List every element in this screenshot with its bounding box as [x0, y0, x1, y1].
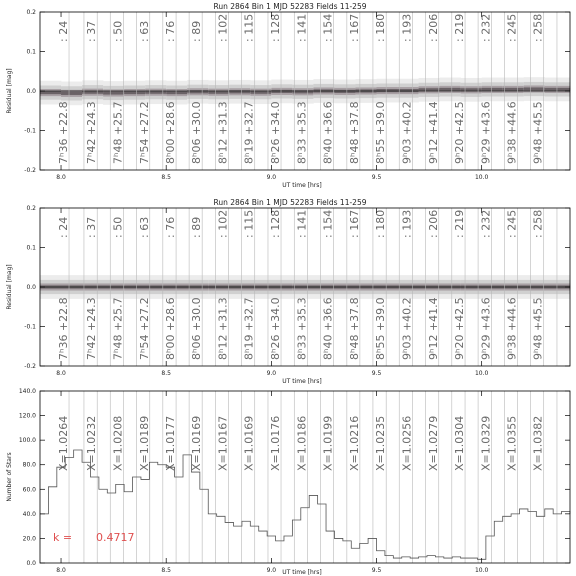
k-value: 0.4717 — [96, 531, 135, 544]
y-axis-label: Residual [mag] — [6, 264, 13, 310]
time-airmass-label: 8ʰ48 +37.8 — [347, 101, 361, 164]
airmass-label: X=1.0382 — [531, 415, 545, 471]
time-airmass-label: 8ʰ33 +35.3 — [295, 297, 309, 360]
time-airmass-label: 7ʰ42 +24.3 — [85, 101, 99, 164]
x-tick-label: 10.0 — [474, 174, 489, 181]
airmass-label: X=1.0177 — [164, 415, 178, 471]
time-airmass-label: 9ʰ48 +45.5 — [531, 297, 545, 360]
field-number-labels — [57, 210, 545, 238]
field-number-label: : 154 — [321, 209, 335, 238]
time-airmass-label: 9ʰ03 +40.2 — [400, 101, 414, 164]
airmass-label: X=1.0189 — [137, 415, 151, 471]
airmass-label: X=1.0167 — [216, 415, 230, 471]
field-number-label: : 167 — [347, 209, 361, 238]
residual-panel-middle — [6, 198, 570, 385]
field-number-label: : 76 — [164, 216, 178, 238]
field-number-label: : 50 — [111, 20, 125, 42]
residual-cell — [545, 88, 571, 91]
field-number-label: : 219 — [453, 13, 467, 42]
field-number-label: : 89 — [190, 216, 204, 238]
field-number-label: : 89 — [190, 20, 204, 42]
residual-cell — [103, 91, 124, 94]
y-tick-label: -0.2 — [24, 167, 36, 174]
field-number-label: : 167 — [347, 13, 361, 42]
time-airmass-label: 7ʰ54 +27.2 — [137, 101, 151, 164]
residual-band — [40, 275, 570, 299]
field-number-label: : 206 — [426, 209, 440, 238]
y-tick-label: 140.0 — [18, 388, 36, 395]
k-annotation: k = — [53, 531, 73, 544]
x-tick-label: 8.0 — [56, 370, 66, 377]
field-number-label: : 245 — [505, 209, 519, 238]
airmass-label: X=1.0232 — [85, 415, 99, 471]
airmass-label: X=1.0264 — [57, 415, 71, 471]
residual-cell — [40, 91, 61, 94]
x-tick-label: 8.5 — [161, 174, 171, 181]
x-tick-label: 10.0 — [474, 370, 489, 377]
field-number-label: : 76 — [164, 20, 178, 42]
time-airmass-label: 8ʰ26 +34.0 — [269, 101, 283, 164]
time-airmass-label: 9ʰ48 +45.5 — [531, 101, 545, 164]
field-number-label: : 115 — [242, 13, 256, 42]
airmass-label: X=1.0256 — [400, 415, 414, 471]
time-airmass-label: 8ʰ40 +36.6 — [321, 101, 335, 164]
y-tick-label: 0.2 — [26, 205, 36, 212]
star-count-panel — [6, 388, 570, 576]
x-axis-label: UT time [hrs] — [282, 569, 322, 576]
time-airmass-label: 9ʰ03 +40.2 — [400, 297, 414, 360]
field-number-label: : 232 — [479, 13, 493, 42]
x-axis-label: UT time [hrs] — [282, 182, 322, 189]
x-tick-label: 9.5 — [371, 567, 382, 574]
field-number-label: : 245 — [505, 13, 519, 42]
field-number-label: : 206 — [426, 13, 440, 42]
y-axis-label: Residual [mag] — [6, 68, 13, 114]
x-tick-label: 8.5 — [161, 567, 171, 574]
y-tick-label: 80.0 — [22, 461, 36, 469]
y-tick-label: -0.1 — [24, 323, 36, 331]
time-airmass-label: 7ʰ42 +24.3 — [85, 297, 99, 360]
y-tick-label: 0.1 — [26, 48, 36, 56]
y-tick-label: 120.0 — [18, 412, 36, 420]
time-airmass-label: 8ʰ06 +30.0 — [190, 101, 204, 164]
field-number-label: : 193 — [400, 209, 414, 238]
field-number-label: : 154 — [321, 13, 335, 42]
y-tick-label: 0.0 — [26, 88, 36, 95]
time-airmass-label: 8ʰ55 +39.0 — [374, 297, 388, 360]
time-airmass-label: 8ʰ48 +37.8 — [347, 297, 361, 360]
time-airmass-label: 8ʰ26 +34.0 — [269, 297, 283, 360]
airmass-label: X=1.0304 — [453, 415, 467, 471]
field-number-label: : 102 — [216, 13, 230, 42]
residual-cell — [124, 91, 145, 94]
time-airmass-label: 9ʰ12 +41.4 — [426, 101, 440, 164]
residual-cell — [524, 87, 545, 90]
y-axis-label: Number of Stars — [6, 452, 13, 502]
airmass-label: X=1.0176 — [269, 415, 283, 471]
time-airmass-label: 9ʰ20 +42.5 — [453, 101, 467, 164]
airmass-label: X=1.0279 — [426, 415, 440, 471]
airmass-label: X=1.0169 — [190, 415, 204, 471]
airmass-label: X=1.0235 — [374, 415, 388, 471]
field-number-label: : 193 — [400, 13, 414, 42]
airmass-labels — [57, 416, 545, 471]
time-airmass-label: 9ʰ38 +44.6 — [505, 101, 519, 164]
chart-title: Run 2864 Bin 1 MJD 52283 Fields 11-259 — [213, 2, 367, 11]
y-tick-label: 0.1 — [26, 244, 36, 252]
time-airmass-label: 8ʰ00 +28.6 — [164, 101, 178, 164]
y-tick-label: 40.0 — [22, 510, 36, 518]
field-number-label: : 180 — [374, 209, 388, 238]
time-airmass-label: 9ʰ12 +41.4 — [426, 297, 440, 360]
x-tick-label: 9.0 — [266, 567, 277, 574]
time-airmass-label: 8ʰ12 +31.3 — [216, 297, 230, 360]
y-tick-label: 60.0 — [22, 486, 36, 494]
time-airmass-labels — [57, 101, 545, 164]
time-airmass-label: 7ʰ36 +22.8 — [57, 101, 71, 164]
time-airmass-label: 9ʰ29 +43.6 — [479, 101, 493, 164]
residual-cell — [61, 92, 82, 95]
time-airmass-label: 8ʰ12 +31.3 — [216, 101, 230, 164]
time-airmass-label: 8ʰ06 +30.0 — [190, 297, 204, 360]
field-number-label: : 63 — [137, 216, 151, 238]
time-airmass-label: 7ʰ48 +25.7 — [111, 101, 125, 164]
airmass-label: X=1.0186 — [295, 415, 309, 471]
airmass-label: X=1.0208 — [111, 415, 125, 471]
field-number-label: : 232 — [479, 209, 493, 238]
time-airmass-label: 7ʰ54 +27.2 — [137, 297, 151, 360]
field-number-label: : 128 — [269, 13, 283, 42]
field-number-label: : 141 — [295, 209, 309, 238]
field-number-labels — [57, 14, 545, 42]
field-number-label: : 219 — [453, 209, 467, 238]
x-axis-label: UT time [hrs] — [282, 378, 322, 385]
x-tick-label: 8.0 — [56, 567, 66, 574]
x-tick-label: 9.5 — [371, 370, 382, 377]
y-tick-label: 100.0 — [18, 437, 36, 445]
chart-title: Run 2864 Bin 1 MJD 52283 Fields 11-259 — [213, 198, 367, 207]
airmass-label: X=1.0355 — [505, 415, 519, 471]
time-airmass-label: 9ʰ20 +42.5 — [453, 297, 467, 360]
residual-cell — [440, 88, 461, 91]
field-number-label: : 128 — [269, 209, 283, 238]
field-number-label: : 24 — [57, 20, 71, 42]
field-number-label: : 258 — [531, 13, 545, 42]
field-number-label: : 50 — [111, 216, 125, 238]
x-tick-label: 8.0 — [56, 174, 66, 181]
time-airmass-label: 8ʰ55 +39.0 — [374, 101, 388, 164]
x-tick-label: 9.5 — [371, 174, 382, 181]
y-tick-label: -0.2 — [24, 363, 36, 370]
x-tick-label: 9.0 — [266, 370, 277, 377]
field-number-label: : 63 — [137, 20, 151, 42]
field-number-label: : 102 — [216, 209, 230, 238]
field-number-label: : 258 — [531, 209, 545, 238]
time-airmass-label: 8ʰ00 +28.6 — [164, 297, 178, 360]
field-number-label: : 180 — [374, 13, 388, 42]
y-tick-label: 0.0 — [26, 284, 36, 291]
x-tick-label: 10.0 — [474, 567, 489, 574]
airmass-label: X=1.0329 — [479, 415, 493, 471]
time-airmass-label: 9ʰ29 +43.6 — [479, 297, 493, 360]
field-number-label: : 115 — [242, 209, 256, 238]
time-airmass-label: 8ʰ19 +32.7 — [242, 297, 256, 360]
airmass-label: X=1.0169 — [242, 415, 256, 471]
y-tick-label: 0.0 — [26, 560, 36, 567]
residual-cell — [503, 88, 524, 91]
x-tick-label: 9.0 — [266, 174, 277, 181]
residual-cell — [166, 91, 187, 94]
time-airmass-label: 8ʰ19 +32.7 — [242, 101, 256, 164]
time-airmass-label: 8ʰ33 +35.3 — [295, 101, 309, 164]
time-airmass-label: 7ʰ48 +25.7 — [111, 297, 125, 360]
time-airmass-label: 7ʰ36 +22.8 — [57, 297, 71, 360]
time-airmass-label: 9ʰ38 +44.6 — [505, 297, 519, 360]
field-number-label: : 37 — [85, 20, 99, 42]
time-airmass-label: 8ʰ40 +36.6 — [321, 297, 335, 360]
residual-band — [40, 77, 570, 105]
airmass-label: X=1.0216 — [347, 415, 361, 471]
field-number-label: : 24 — [57, 216, 71, 238]
airmass-label: X=1.0199 — [321, 415, 335, 471]
time-airmass-labels — [57, 297, 545, 360]
y-tick-label: -0.1 — [24, 127, 36, 135]
field-number-label: : 141 — [295, 13, 309, 42]
field-number-label: : 37 — [85, 216, 99, 238]
y-tick-label: 20.0 — [22, 535, 36, 543]
residual-panel-top — [6, 2, 570, 189]
residual-cell — [482, 88, 503, 91]
y-tick-label: 0.2 — [26, 9, 36, 16]
x-tick-label: 8.5 — [161, 370, 171, 377]
